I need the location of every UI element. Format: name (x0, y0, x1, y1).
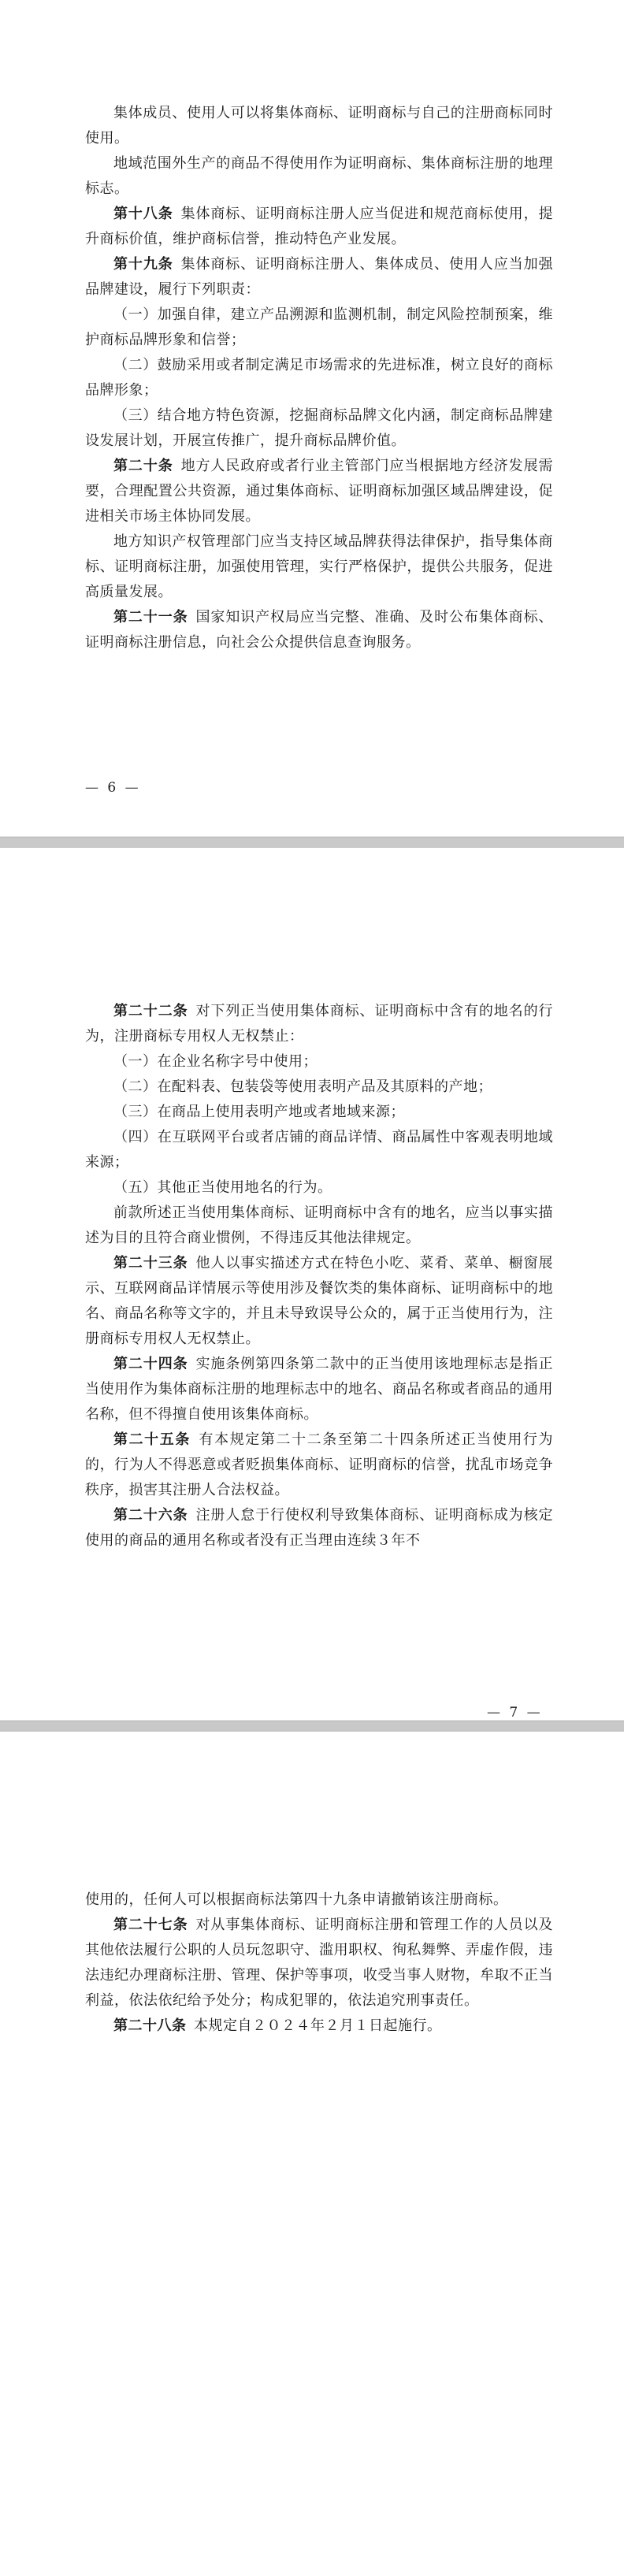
document-page (0, 1732, 624, 2576)
paragraph-text: 注册人怠于行使权利导致集体商标、证明商标成为核定使用的商品的通用名称或者没有正当理由连续３年不 (85, 1507, 554, 1549)
paragraph-text: 本规定自２０２４年２月１日起施行。 (194, 2017, 442, 2034)
paragraph-text: 他人以事实描述方式在特色小吃、菜肴、菜单、橱窗展示、互联网商品详情展示等使用涉及餐饮类的集体商标、证明商标中的地名、商品名称等文字的，并且未导致误导公众的，属于正当使用行为，注册商标专用权人无权禁止。 (85, 1255, 554, 1347)
paragraph (85, 1251, 553, 1352)
paragraph (85, 529, 553, 605)
paragraph (85, 1049, 553, 1075)
paragraph-text: 对从事集体商标、证明商标注册和管理工作的人员以及其他依法履行公职的人员玩忽职守、滥用职权、徇私舞弊、弄虚作假，违法违纪办理商标注册、管理、保护等事项，收受当事人财物，牟取不正当利益，依法依纪给予处分；构成犯罪的，依法追究刑事责任。 (85, 1917, 554, 2009)
paragraph (85, 353, 553, 403)
paragraph (85, 1427, 553, 1503)
paragraph (85, 202, 553, 252)
paragraph (85, 605, 553, 655)
paragraph (85, 303, 553, 353)
paragraph-text: 地方知识产权管理部门应当支持区域品牌获得法律保护，指导集体商标、证明商标注册，加强使用管理，实行严格保护，提供公共服务，促进高质量发展。 (85, 533, 553, 600)
paragraph (85, 454, 553, 529)
page-separator (0, 1720, 624, 1732)
article-number: 第二十条 (113, 458, 173, 474)
page-number: — 7 — (487, 1705, 543, 1720)
paragraph-text: 对下列正当使用集体商标、证明商标中含有的地名的行为，注册商标专用权人无权禁止： (85, 1003, 554, 1045)
paragraph (85, 1503, 553, 1553)
paragraph-text: 国家知识产权局应当完整、准确、及时公布集体商标、证明商标注册信息，向社会公众提供信息查询服务。 (85, 609, 554, 651)
page-separator (0, 837, 624, 848)
paragraph-text: 实施条例第四条第二款中的正当使用该地理标志是指正当使用作为集体商标注册的地理标志中的地名、商品名称或者商品的通用名称，但不得擅自使用该集体商标。 (85, 1356, 554, 1423)
paragraph (85, 1125, 553, 1175)
paragraph-text: 使用的，任何人可以根据商标法第四十九条申请撤销该注册商标。 (85, 1891, 508, 1908)
paragraph (85, 1075, 553, 1100)
paragraph-text: 前款所述正当使用集体商标、证明商标中含有的地名，应当以事实描述为目的且符合商业惯例，不得违反其他法律规定。 (85, 1204, 553, 1246)
article-number: 第二十七条 (113, 1917, 188, 1933)
article-number: 第二十四条 (113, 1356, 188, 1372)
paragraph (85, 151, 553, 202)
paragraph-text: （三）结合地方特色资源，挖掘商标品牌文化内涵，制定商标品牌建设发展计划，开展宣传推广，提升商标品牌价值。 (85, 407, 553, 449)
paragraph-text: 集体商标、证明商标注册人应当促进和规范商标使用，提升商标价值，维护商标信誉，推动特色产业发展。 (85, 206, 553, 247)
paragraph-text: 有本规定第二十二条至第二十四条所述正当使用行为的，行为人不得恶意或者贬损集体商标、证明商标的信誉，扰乱市场竞争秩序，损害其注册人合法权益。 (85, 1431, 554, 1498)
article-number: 第十九条 (113, 256, 173, 273)
article-number: 第二十六条 (113, 1507, 188, 1524)
page-body (85, 999, 553, 1553)
article-number: 第二十一条 (113, 609, 188, 625)
paragraph-text: 集体成员、使用人可以将集体商标、证明商标与自己的注册商标同时使用。 (85, 105, 553, 147)
paragraph-text: 集体商标、证明商标注册人、集体成员、使用人应当加强品牌建设，履行下列职责： (85, 256, 553, 298)
article-number: 第十八条 (113, 206, 173, 222)
paragraph (85, 2014, 553, 2039)
paragraph-text: （二）在配料表、包装袋等使用表明产品及其原料的产地； (113, 1078, 492, 1095)
page-body (85, 101, 553, 655)
paragraph-text: （五）其他正当使用地名的行为。 (113, 1179, 332, 1196)
paragraph-text: （一）加强自律，建立产品溯源和监测机制，制定风险控制预案，维护商标品牌形象和信誉； (85, 306, 553, 348)
page-body (85, 1887, 553, 2039)
paragraph (85, 999, 553, 1049)
paragraph (85, 101, 553, 151)
article-number: 第二十二条 (113, 1003, 188, 1019)
paragraph (85, 1175, 553, 1201)
paragraph-text: 地域范围外生产的商品不得使用作为证明商标、集体商标注册的地理标志。 (85, 155, 553, 197)
paragraph-text: （四）在互联网平台或者店铺的商品详情、商品属性中客观表明地域来源； (85, 1129, 553, 1171)
paragraph-text: （一）在企业名称字号中使用； (113, 1053, 318, 1070)
document-page (0, 0, 624, 837)
paragraph (85, 252, 553, 303)
paragraph (85, 403, 553, 454)
paragraph-text: （二）鼓励采用或者制定满足市场需求的先进标准，树立良好的商标品牌形象； (85, 357, 553, 399)
article-number: 第二十三条 (113, 1255, 188, 1271)
paragraph-text: 地方人民政府或者行业主管部门应当根据地方经济发展需要，合理配置公共资源，通过集体商标、证明商标加强区域品牌建设，促进相关市场主体协同发展。 (85, 458, 553, 525)
paragraph-text: （三）在商品上使用表明产地或者地域来源； (113, 1104, 405, 1120)
page-number: — 6 — (85, 780, 141, 796)
paragraph (85, 1913, 553, 2014)
article-number: 第二十五条 (113, 1431, 191, 1448)
paragraph (85, 1201, 553, 1251)
paragraph (85, 1100, 553, 1125)
paragraph (85, 1887, 553, 1913)
article-number: 第二十八条 (113, 2017, 187, 2034)
paragraph (85, 1352, 553, 1427)
document-page (0, 848, 624, 1720)
